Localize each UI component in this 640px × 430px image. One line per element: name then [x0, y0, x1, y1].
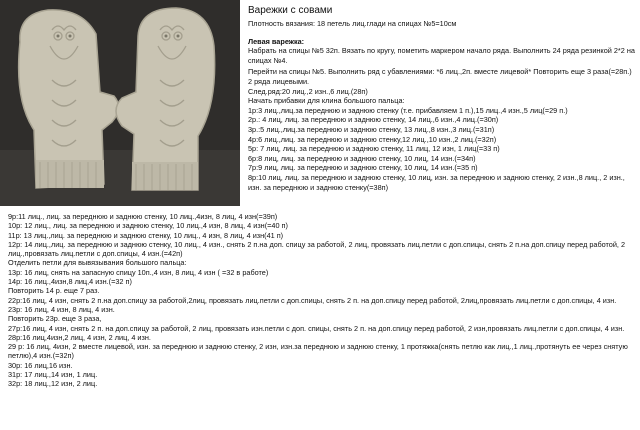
instruction-line: 12р: 14 лиц.,лиц. за переднюю и заднюю стенку, 10 лиц., 4 изн., снять 2 п.на доп. спицу за работой, 2 лиц, провязать лиц.петли с доп.спицы, снять 2 п.на доп.спицу перед работой, 2 лиц.,провязать лиц.петли с доп.спицы, 4 изн.(=42п) [8, 239, 626, 259]
pattern-header [248, 5, 636, 192]
mittens-illustration [0, 0, 240, 206]
instruction-line: 9р:11 лиц., лиц. за переднюю и заднюю стенку, 10 лиц.,4изн, 8 лиц, 4 изн(=39п) [8, 212, 278, 221]
instruction-line: Отделить петли для вывязывания большого пальца: [8, 258, 187, 268]
mittens-photo [0, 0, 240, 206]
pattern-body [8, 212, 636, 389]
instruction-line: 29 р: 16 лиц, 4изн, 2 вместе лицевой, изн. за переднюю и заднюю стенку, 2 изн, изн.за переднюю и заднюю стенку, 1 протяжка(снять петлю как лиц.,1 лиц.,протянуть ее через снятую петлю),4 изн.(=32п) [8, 342, 628, 361]
instruction-line: 30р: 16 лиц,16 изн. [8, 360, 73, 370]
instruction-line: 3р.:5 лиц.,лиц.за переднюю и заднюю стенку, 13 лиц.,8 изн.,3 лиц.(=31п) [248, 124, 495, 134]
instruction-line: 23р: 16 лиц, 4 изн, 8 лиц, 4 изн. [8, 304, 115, 314]
instruction-line: Перейти на спицы №5. Выполнить ряд с убавлениями: *6 лиц.,2п. вместе лицевой* Повторить еще 3 раза(=28п.) [248, 67, 632, 77]
instruction-line: Начать прибавки для клина большого пальца: [248, 96, 405, 106]
instruction-line: 8р:10 лиц, лиц. за переднюю и заднюю стенку, 10 лиц, изн. за переднюю и заднюю стенку, 2 изн.,8 лиц., 2 изн., изн. за переднюю и заднюю стенку(=38п) [248, 172, 625, 192]
instruction-line: 6р:8 лиц, лиц. за переднюю и заднюю стенку, 10 лиц, 14 изн.(=34п) [248, 153, 476, 163]
instruction-line: 28р:16 лиц,4изн,2 лиц, 4 изн, 2 лиц, 4 изн. [8, 332, 151, 342]
instruction-line: 2р.: 4 лиц, лиц. за переднюю и заднюю стенку, 14 лиц.,6 изн.,4 лиц.(=30п) [248, 115, 499, 125]
instruction-line: 32р: 18 лиц.,12 изн, 2 лиц. [8, 379, 98, 389]
instruction-line: Повторить 23р. еще 3 раза, [8, 314, 102, 324]
instruction-line: 10р: 12 лиц., лиц. за переднюю и заднюю стенку, 10 лиц.,4 изн, 8 лиц, 4 изн(=40 п) [8, 221, 288, 231]
instruction-line: След.ряд:20 лиц.,2 изн.,6 лиц.(28п) [248, 86, 368, 96]
instruction-line: 1р:3 лиц.,лиц.за переднюю и заднюю стенку (т.е. прибавляем 1 п.),15 лиц.,4 изн.,5 лиц(=29 п.) [248, 105, 568, 115]
instruction-line: Повторить 14 р. еще 7 раз. [8, 286, 100, 296]
instruction-line: 11р: 13 лиц.,лиц. за переднюю и заднюю стенку, 10 лиц., 4 изн, 8 лиц, 4 изн(41 п) [8, 230, 284, 240]
instruction-line: Набрать на спицы №5 32п. Вязать по кругу, пометить маркером начало ряда. Выполнить 24 ряда резинкой 2*2 на спицах №4. [248, 46, 635, 65]
gauge-text: Плотность вязания: 18 петель лиц.глади на спицах №5=10см [248, 19, 457, 28]
instruction-line: 31р: 17 лиц.,14 изн, 1 лиц. [8, 370, 98, 380]
instruction-line: 14р: 16 лиц.,4изн,8 лиц,4 изн.(=32 п) [8, 277, 132, 287]
instruction-line: 7р:9 лиц, лиц. за переднюю и заднюю стенку, 10 лиц, 14 изн.(=35 п) [248, 163, 478, 173]
document-title: Варежки с совами [248, 5, 333, 16]
section-heading: Левая варежка: [248, 36, 305, 46]
instruction-line: 13р: 16 лиц, снять на запасную спицу 10п.,4 изн, 8 лиц, 4 изн ( =32 в работе) [8, 267, 269, 277]
instruction-line: 4р:6 лиц.,лиц. за переднюю и заднюю стенку,12 лиц.,10 изн.,2 лиц.(=32п) [248, 134, 497, 144]
instruction-line: 22р:16 лиц, 4 изн, снять 2 п.на доп.спицу за работой,2лиц, провязать лиц.петли с доп.спицы, снять 2 п. на доп.спицу перед работой, 2лиц,провязать лиц.петли с доп.спицы, 4 изн. [8, 295, 617, 305]
instruction-line: 2 ряда лицевыми. [248, 76, 310, 86]
instruction-line: 5р: 7 лиц, лиц. за переднюю и заднюю стенку, 11 лиц, 12 изн, 1 лиц(=33 п) [248, 144, 500, 154]
instruction-line: 27р:16 лиц, 4 изн, снять 2 п. на доп.спицу за работой, 2 лиц, провязать изн.петли с доп. спицы, снять 2 п. на доп.спицу перед работой, 2 изн,провязать лиц.петли с доп.спицы, 4 изн. [8, 323, 625, 333]
